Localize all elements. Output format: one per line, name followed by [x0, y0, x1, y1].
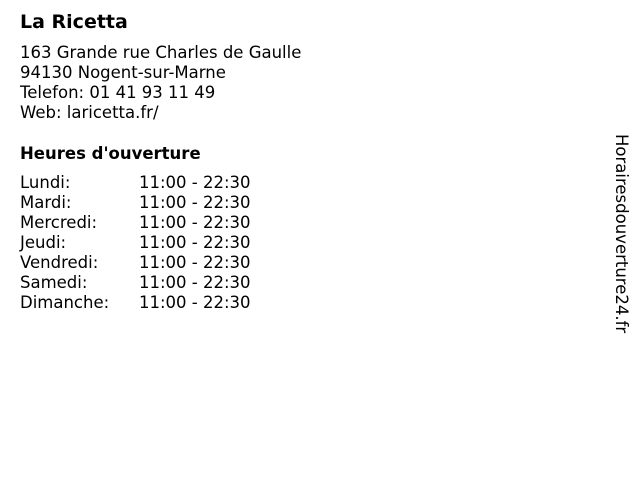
hours-row-friday — [20, 253, 320, 273]
day-label: Lundi: — [20, 173, 71, 192]
hours-row-monday — [20, 173, 320, 193]
business-name: La Ricetta — [20, 11, 128, 33]
day-hours: 11:00 - 22:30 — [139, 293, 251, 312]
website: Web: laricetta.fr/ — [20, 103, 159, 122]
site-watermark: Horairesdouverture24.fr — [612, 134, 631, 334]
day-hours: 11:00 - 22:30 — [139, 193, 251, 212]
day-hours: 11:00 - 22:30 — [139, 273, 251, 292]
day-label: Jeudi: — [20, 233, 67, 252]
hours-row-wednesday — [20, 213, 320, 233]
day-label: Samedi: — [20, 273, 88, 292]
day-hours: 11:00 - 22:30 — [139, 173, 251, 192]
day-hours: 11:00 - 22:30 — [139, 233, 251, 252]
phone-number: Telefon: 01 41 93 11 49 — [20, 83, 216, 102]
business-contact-block — [20, 43, 301, 123]
hours-row-sunday — [20, 293, 320, 313]
address-city: 94130 Nogent-sur-Marne — [20, 63, 226, 82]
hours-row-thursday — [20, 233, 320, 253]
day-label: Dimanche: — [20, 293, 110, 312]
opening-hours-table — [20, 173, 320, 313]
day-hours: 11:00 - 22:30 — [139, 253, 251, 272]
hours-row-tuesday — [20, 193, 320, 213]
day-label: Vendredi: — [20, 253, 99, 272]
day-label: Mardi: — [20, 193, 72, 212]
hours-row-saturday — [20, 273, 320, 293]
day-hours: 11:00 - 22:30 — [139, 213, 251, 232]
address-street: 163 Grande rue Charles de Gaulle — [20, 43, 302, 62]
day-label: Mercredi: — [20, 213, 98, 232]
opening-hours-heading: Heures d'ouverture — [20, 144, 201, 163]
